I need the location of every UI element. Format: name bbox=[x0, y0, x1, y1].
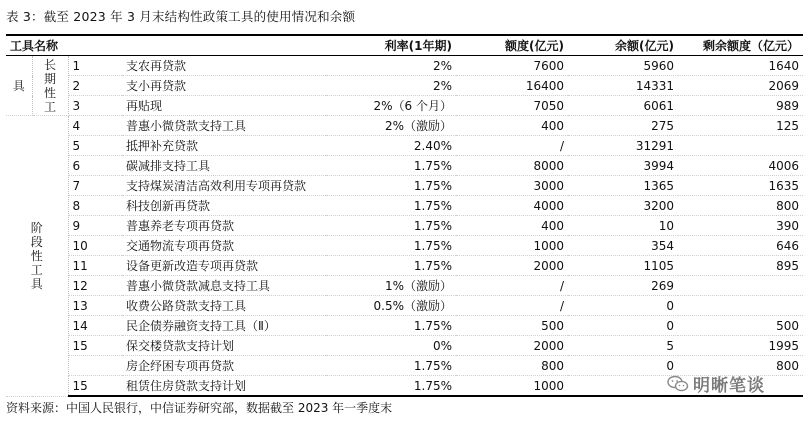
rate-cell: 2% bbox=[326, 76, 456, 96]
remaining-cell: 4006 bbox=[678, 156, 803, 176]
table-row bbox=[6, 236, 803, 256]
tool-name: 房企纾困专项再贷款 bbox=[122, 356, 326, 376]
category-label-left: 具 bbox=[6, 56, 32, 116]
rate-cell: 1.75% bbox=[326, 216, 456, 236]
rate-cell: 1.75% bbox=[326, 156, 456, 176]
source-note: 资料来源：中国人民银行，中信证券研究部，数据截至 2023 年一季度末 bbox=[6, 401, 393, 415]
tool-name: 支持煤炭清洁高效利用专项再贷款 bbox=[122, 176, 326, 196]
row-number: 9 bbox=[68, 216, 122, 236]
balance-cell: 0 bbox=[568, 296, 678, 316]
table-row bbox=[6, 276, 803, 296]
rate-cell: 1.75% bbox=[326, 356, 456, 376]
row-number: 10 bbox=[68, 236, 122, 256]
row-number: 15 bbox=[68, 336, 122, 356]
tool-name: 保交楼贷款支持计划 bbox=[122, 336, 326, 356]
remaining-cell: 646 bbox=[678, 236, 803, 256]
table-row bbox=[6, 316, 803, 336]
watermark bbox=[667, 371, 765, 396]
tool-name: 交通物流专项再贷款 bbox=[122, 236, 326, 256]
table-body bbox=[6, 56, 803, 397]
header-quota: 额度(亿元) bbox=[456, 35, 568, 56]
balance-cell: 10 bbox=[568, 216, 678, 236]
row-number: 3 bbox=[68, 96, 122, 116]
remaining-cell: 800 bbox=[678, 356, 803, 376]
tool-name: 普惠小微贷款支持工具 bbox=[122, 116, 326, 136]
tool-name: 设备更新改造专项再贷款 bbox=[122, 256, 326, 276]
table-caption: 表 3：截至 2023 年 3 月末结构性政策工具的使用情况和余额 bbox=[6, 9, 356, 24]
quota-cell: 8000 bbox=[456, 156, 568, 176]
header-tool-name: 工具名称 bbox=[6, 35, 122, 56]
remaining-cell: 800 bbox=[678, 196, 803, 216]
tool-name: 科技创新再贷款 bbox=[122, 196, 326, 216]
rate-cell: 1.75% bbox=[326, 196, 456, 216]
quota-cell: 3000 bbox=[456, 176, 568, 196]
header-row bbox=[6, 35, 803, 56]
balance-cell: 5 bbox=[568, 336, 678, 356]
rate-cell: 2%（6 个月） bbox=[326, 96, 456, 116]
quota-cell: 2000 bbox=[456, 256, 568, 276]
rate-cell: 1.75% bbox=[326, 316, 456, 336]
tool-name: 再贴现 bbox=[122, 96, 326, 116]
quota-cell: 400 bbox=[456, 216, 568, 236]
quota-cell: 16400 bbox=[456, 76, 568, 96]
balance-cell: 1365 bbox=[568, 176, 678, 196]
row-number: 1 bbox=[68, 56, 122, 76]
rate-cell: 0.5%（激励） bbox=[326, 296, 456, 316]
quota-cell: / bbox=[456, 136, 568, 156]
row-number: 2 bbox=[68, 76, 122, 96]
quota-cell: 400 bbox=[456, 116, 568, 136]
remaining-cell bbox=[678, 136, 803, 156]
category-long-term bbox=[32, 56, 68, 116]
balance-cell: 269 bbox=[568, 276, 678, 296]
tool-name: 支农再贷款 bbox=[122, 56, 326, 76]
category-stage bbox=[6, 116, 68, 397]
quota-cell: 1000 bbox=[456, 376, 568, 397]
balance-cell: 354 bbox=[568, 236, 678, 256]
balance-cell: 1105 bbox=[568, 256, 678, 276]
table-row bbox=[6, 336, 803, 356]
header-rate: 利率(1年期) bbox=[326, 35, 456, 56]
row-number: 15 bbox=[68, 376, 122, 397]
quota-cell: / bbox=[456, 296, 568, 316]
row-number bbox=[68, 356, 122, 376]
remaining-cell: 895 bbox=[678, 256, 803, 276]
rate-cell: 1.75% bbox=[326, 236, 456, 256]
rate-cell: 2%（激励） bbox=[326, 116, 456, 136]
tool-name: 普惠养老专项再贷款 bbox=[122, 216, 326, 236]
tool-name: 收费公路贷款支持工具 bbox=[122, 296, 326, 316]
header-balance: 余额(亿元) bbox=[568, 35, 678, 56]
balance-cell: 3200 bbox=[568, 196, 678, 216]
rate-cell: 1.75% bbox=[326, 376, 456, 397]
rate-cell: 2.40% bbox=[326, 136, 456, 156]
row-number: 8 bbox=[68, 196, 122, 216]
balance-cell: 31291 bbox=[568, 136, 678, 156]
table-row bbox=[6, 56, 803, 76]
category-stage-label: 阶段性工具 bbox=[30, 220, 43, 291]
balance-cell: 0 bbox=[568, 316, 678, 336]
table-row bbox=[6, 256, 803, 276]
table-row bbox=[6, 216, 803, 236]
table-row bbox=[6, 176, 803, 196]
balance-cell: 5960 bbox=[568, 56, 678, 76]
row-number: 5 bbox=[68, 136, 122, 156]
category-long-term-label: 长期性工 bbox=[43, 57, 56, 114]
remaining-cell: 125 bbox=[678, 116, 803, 136]
quota-cell: 2000 bbox=[456, 336, 568, 356]
tool-name: 民企债券融资支持工具（Ⅱ） bbox=[122, 316, 326, 336]
table-row bbox=[6, 76, 803, 96]
remaining-cell: 1995 bbox=[678, 336, 803, 356]
quota-cell: 500 bbox=[456, 316, 568, 336]
policy-tools-table bbox=[6, 34, 803, 397]
tool-name: 支小再贷款 bbox=[122, 76, 326, 96]
table-row bbox=[6, 116, 803, 136]
rate-cell: 1%（激励） bbox=[326, 276, 456, 296]
row-number: 11 bbox=[68, 256, 122, 276]
quota-cell: 800 bbox=[456, 356, 568, 376]
rate-cell: 0% bbox=[326, 336, 456, 356]
remaining-cell bbox=[678, 296, 803, 316]
balance-cell: 3994 bbox=[568, 156, 678, 176]
table-row bbox=[6, 96, 803, 116]
table-row bbox=[6, 136, 803, 156]
balance-cell: 6061 bbox=[568, 96, 678, 116]
tool-name: 碳减排支持工具 bbox=[122, 156, 326, 176]
quota-cell: / bbox=[456, 276, 568, 296]
balance-cell: 14331 bbox=[568, 76, 678, 96]
table-row bbox=[6, 296, 803, 316]
tool-name: 租赁住房贷款支持计划 bbox=[122, 376, 326, 397]
quota-cell: 4000 bbox=[456, 196, 568, 216]
rate-cell: 1.75% bbox=[326, 176, 456, 196]
balance-cell: 0 bbox=[568, 356, 678, 376]
balance-cell bbox=[568, 376, 678, 397]
quota-cell: 7600 bbox=[456, 56, 568, 76]
remaining-cell: 989 bbox=[678, 96, 803, 116]
row-number: 13 bbox=[68, 296, 122, 316]
row-number: 7 bbox=[68, 176, 122, 196]
balance-cell: 275 bbox=[568, 116, 678, 136]
quota-cell: 1000 bbox=[456, 236, 568, 256]
remaining-cell: 2069 bbox=[678, 76, 803, 96]
row-number: 14 bbox=[68, 316, 122, 336]
row-number: 4 bbox=[68, 116, 122, 136]
watermark-text: 明晰笔谈 bbox=[693, 376, 765, 396]
table-row bbox=[6, 156, 803, 176]
tool-name: 抵押补充贷款 bbox=[122, 136, 326, 156]
tool-name: 普惠小微贷款减息支持工具 bbox=[122, 276, 326, 296]
quota-cell: 7050 bbox=[456, 96, 568, 116]
remaining-cell: 1640 bbox=[678, 56, 803, 76]
header-remaining: 剩余额度（亿元） bbox=[678, 35, 803, 56]
rate-cell: 2% bbox=[326, 56, 456, 76]
remaining-cell: 390 bbox=[678, 216, 803, 236]
table-row bbox=[6, 196, 803, 216]
remaining-cell: 1635 bbox=[678, 176, 803, 196]
row-number: 6 bbox=[68, 156, 122, 176]
wechat-icon bbox=[667, 375, 689, 393]
row-number: 12 bbox=[68, 276, 122, 296]
rate-cell: 1.75% bbox=[326, 256, 456, 276]
header-blank bbox=[122, 35, 326, 56]
remaining-cell bbox=[678, 276, 803, 296]
remaining-cell: 500 bbox=[678, 316, 803, 336]
